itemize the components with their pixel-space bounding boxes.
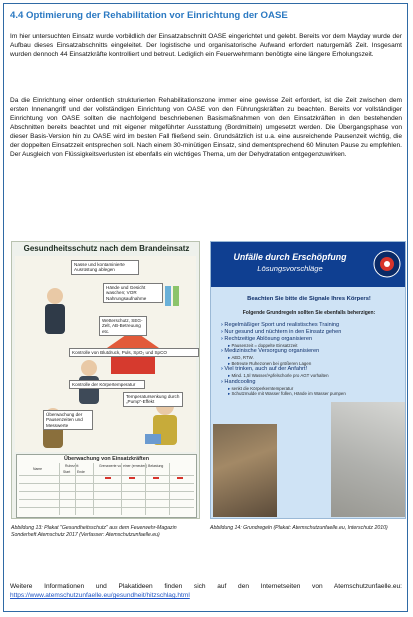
atemschutzunfaelle-logo-icon [373, 250, 401, 278]
poster-right-intro: Folgende Grundregeln sollten Sie ebenfalls beherzigen: [242, 310, 376, 316]
rule-subitem: ▸ Schutzmulde mit Wasser füllen, Hände im Wasser pumpen [221, 391, 401, 396]
table-row-line [19, 475, 194, 476]
threshold-marker [129, 477, 135, 479]
callout-haende: Hände und Gesicht waschen; VOR Nahrungsaufnahme [103, 283, 163, 303]
table-col-line [75, 463, 76, 515]
table-col-line [145, 463, 146, 515]
threshold-marker [153, 477, 159, 479]
poster-right-title: Unfälle durch Erschöpfung [233, 252, 347, 262]
monitoring-table [16, 454, 197, 518]
table-row-line [19, 491, 194, 492]
poster-right-header [211, 242, 406, 287]
table-col-line [169, 463, 170, 515]
table-header-ruhezeit: Ruhezeit [65, 464, 79, 468]
callout-koerpertemperatur: Kontrolle der Körpertemperatur [69, 380, 145, 389]
table-header-name: Name [33, 467, 43, 471]
threshold-marker [105, 477, 111, 479]
rule-subitem: ▸ AED, RTW. [221, 355, 401, 360]
content-box [3, 3, 408, 612]
table-col-line [93, 463, 94, 515]
rules-list [221, 322, 401, 396]
poster-left-illustration [15, 256, 196, 452]
poster-erschoepfung [210, 241, 406, 519]
bottle-2 [173, 286, 179, 306]
bottle-1 [165, 286, 171, 306]
table-row-line [19, 483, 194, 484]
table-row-line [19, 507, 194, 508]
water-basin [145, 434, 161, 444]
rule-item: › Medizinische Versorgung organisieren [221, 348, 401, 355]
callout-ueberwachung: Überwachung der Pausenzeiten und Messwerte [43, 410, 93, 430]
rule-item: › Handcooling [221, 379, 401, 386]
rule-item: › Rechtzeitige Ablösung organisieren [221, 336, 401, 343]
callout-wetterschutz: Wetterschutz, SEG-Zelt, AB-Betreuung etc. [99, 316, 147, 336]
rule-subitem: ▸ Betreute Ruhezonen bei größeren Lagen [221, 361, 401, 366]
section-heading [10, 10, 288, 21]
caption-figure-14: Abbildung 14: Grundregeln (Plakat: Atemschutzunfaelle.eu, Interschutz 2010) [210, 525, 388, 531]
rule-item: › Regelmäßiger Sport und realistisches Training [221, 322, 401, 329]
threshold-marker [177, 477, 183, 479]
table-header-ende: Ende [77, 470, 85, 474]
callout-ausruestung: Nasse und kontaminierte Ausrüstung ablegen [71, 260, 139, 275]
poster-gesundheitsschutz [11, 241, 200, 519]
monitoring-table-title: Überwachung von Einsatzkräften [63, 456, 150, 462]
paragraph-1: Im hier untersuchten Einsatz wurde vorbildlich der Einsatzabschnitt OASE eingerichtet und gelebt. Bereits vor dem Mayday wurde der Aufbau dieses Einsatzabschnitts eingeleitet. Der logistische und organisatorische Aufwand erfordert naturgemäß Zeit. Insgesamt wurden dennoch 44 Einsatzkräfte kontrolliert und betreut. Lediglich ein Feuerwehrmann benötigte eine längere Erholungszeit. [10, 33, 402, 59]
footer-paragraph [10, 582, 402, 600]
callout-pump-effekt: Temperatursenkung durch „Pump“-Effekt [123, 392, 183, 407]
poster-left-title: Gesundheitsschutz nach dem Brandeinsatz [23, 244, 190, 253]
rule-item: › Viel trinken, auch auf der Anfahrt! [221, 366, 401, 373]
photo-background-rescue [331, 402, 405, 517]
rule-item: › Nur gesund und nüchtern in den Einsatz gehen [221, 329, 401, 336]
photo-exhausted-firefighter [213, 424, 277, 517]
footer-text: Weitere Informationen und Plakatideen finden sich auf den Internetseiten von Atemschutzunfaelle.eu: [10, 583, 402, 590]
table-header-grenzwerte: Grenzwerte vor einer (erneuten) Belastung [99, 464, 164, 468]
rule-subitem: ▸ Pausenzeit = doppelte Einsatzzeit [221, 343, 401, 348]
section-number: 4.4 [10, 10, 24, 21]
section-title: Optimierung der Rehabilitation vor Einrichtung der OASE [26, 10, 288, 21]
table-header-start: Start [63, 470, 71, 474]
callout-vitalwerte: Kontrolle von Blutdruck, Puls, SpO₂ und SpCO [69, 348, 199, 357]
poster-right-subtitle: Lösungsvorschläge [257, 264, 323, 273]
table-col-line [59, 463, 60, 515]
caption-figure-13: Abbildung 13: Plakat "Gesundheitsschutz" aus dem Feuerwehr-Magazin Sonderheft Atemschutz 2017 (Verfasser: Atemschutzunfaelle.eu) [11, 525, 177, 538]
rule-subitem: ▸ senkt die Körperkerntemperatur [221, 386, 401, 391]
figure-body-1 [45, 304, 65, 334]
poster-right-tagline: Beachten Sie bitte die Signale Ihres Körpers! [247, 296, 371, 302]
figure-head-2 [81, 360, 97, 376]
rule-subitem: ▸ Mind. 1,5l Wasser/Apfelschorle pro AGT vorhalten [221, 373, 401, 378]
hitzschlag-link[interactable]: https://www.atemschutzunfaelle.eu/gesundheit/hitzschlag.html [10, 592, 190, 600]
table-row-line [19, 499, 194, 500]
figure-head-1 [47, 288, 63, 304]
table-col-line [121, 463, 122, 515]
paragraph-2: Da die Einrichtung einer ordentlich strukturierten Rehabilitationszone immer eine gewisse Zeit erfordert, ist die Zeit zwischen dem ersten Innenangriff und der vollständigen Einrichtung von OASE von den Führungskräften zu beachten. Bereits vor vollständiger Einrichtung von OASE sollten die nachfolgend beschriebenen Basismaßnahmen von den Einsatzkräften in den bestehenden Abschnitten bereits beachtet und mit eigener mitgeführter Ausstattung (Bordmitteln) umgesetzt werden. Die Übergangsphase von dieser Basis-Version hin zu OASE wird im besten Fall fließend sein. Grundsätzlich ist u.a. eine ausreichende Pausenzeit wichtig, die der doppelten Einsatzzeit entsprechen soll. Nach einem 30-minütigen Einsatz, sind dementsprechend 60 Minuten Pause zu empfehlen. Der Ausgleich von Flüssigkeitsverlusten ist ebenfalls ein wichtiges Thema, um der Dehydratation entgegenzuwirken. [10, 97, 402, 159]
